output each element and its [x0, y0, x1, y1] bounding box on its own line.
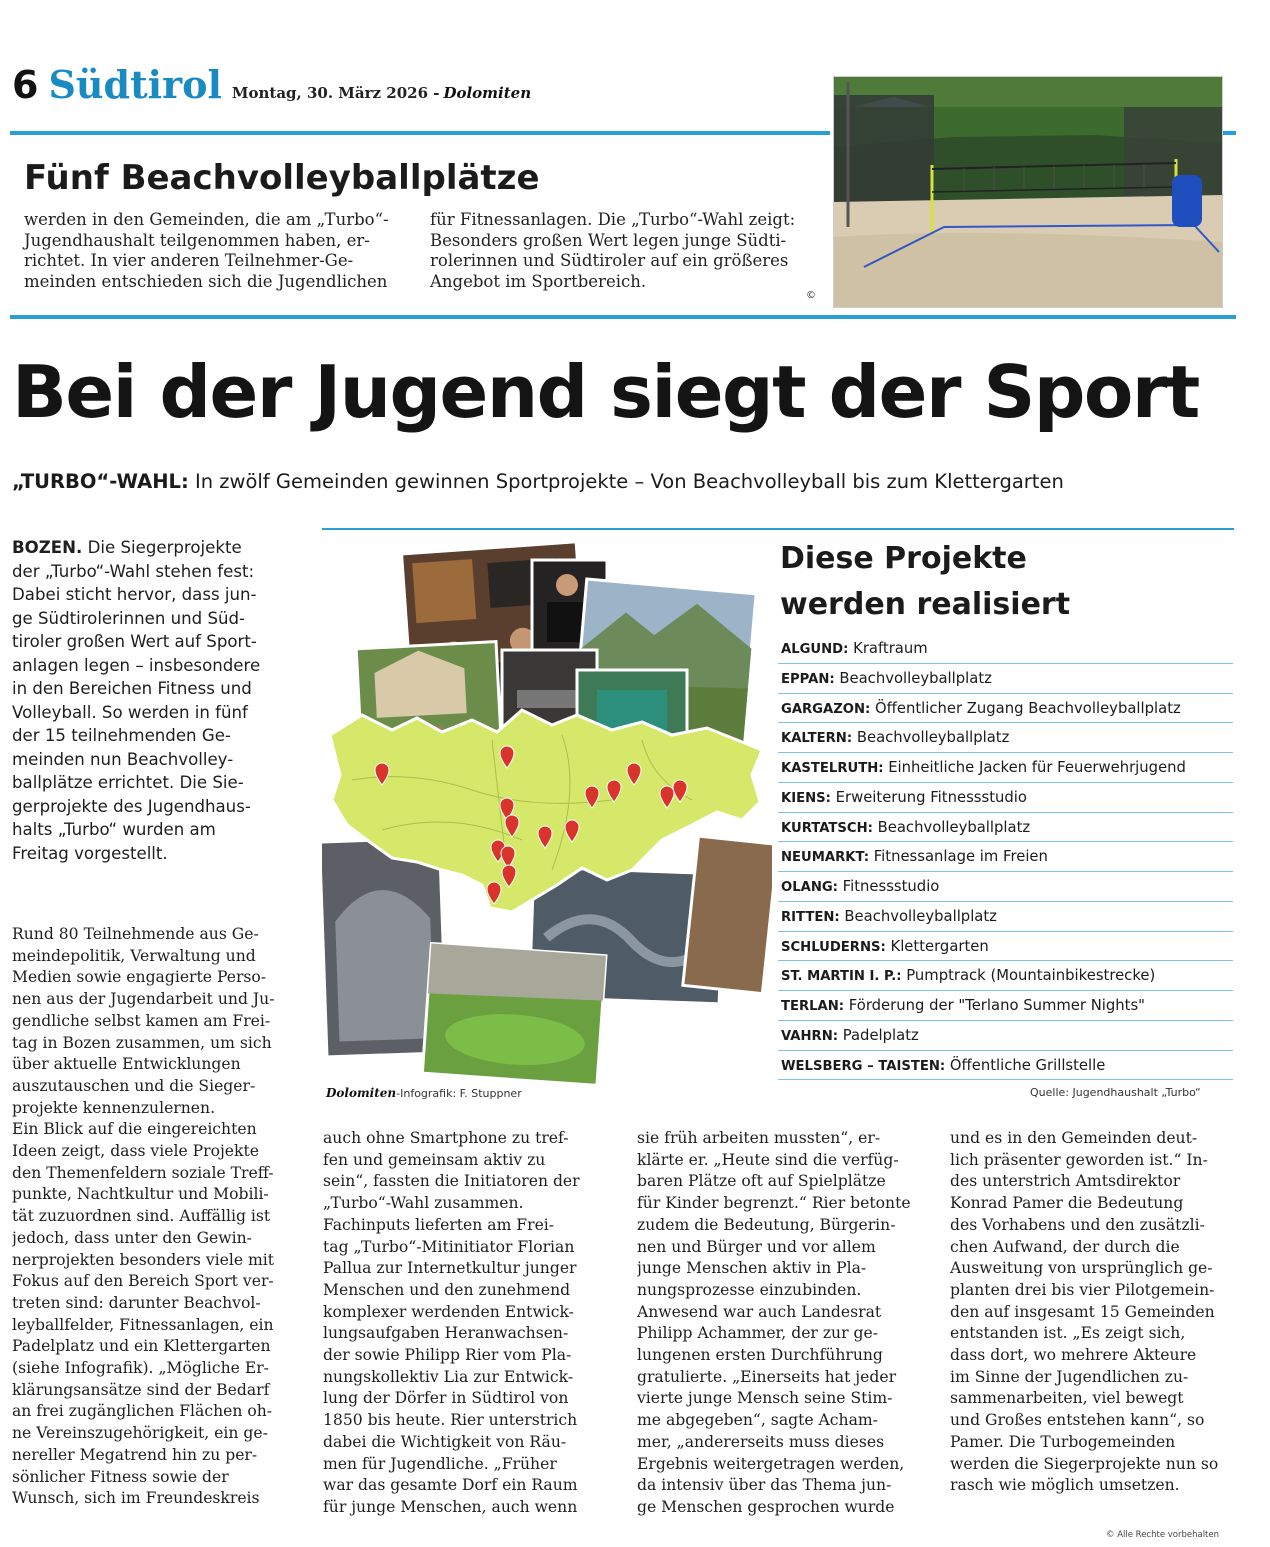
project-name: Einheitliche Jacken für Feuerwehrjugend	[883, 759, 1186, 776]
text-line: Menschen und den zunehmend	[323, 1280, 571, 1299]
text-line: nerprojekten besonders viele mit	[12, 1250, 275, 1269]
text-line: Ideen zeigt, dass viele Projekte	[12, 1142, 259, 1161]
teaser-rule	[10, 315, 1236, 319]
text-line: über aktuelle Entwicklungen	[12, 1055, 241, 1074]
project-municipality: VAHRN:	[781, 1028, 839, 1044]
text-line: der 15 teilnehmenden Ge-	[12, 726, 231, 745]
project-item	[778, 1021, 1233, 1051]
dateline: BOZEN.	[12, 538, 83, 557]
text-line: chen Aufwand, der durch die	[950, 1237, 1180, 1256]
project-name: Beachvolleyballplatz	[839, 907, 997, 925]
text-line: Dabei sticht hervor, dass jun-	[12, 585, 257, 604]
project-municipality: KALTERN:	[781, 731, 853, 747]
project-item	[778, 723, 1233, 753]
text-line: Fokus auf den Bereich Sport ver-	[12, 1272, 274, 1291]
project-municipality: ST. MARTIN I. P.:	[781, 969, 902, 985]
projects-title	[780, 536, 1070, 628]
project-item	[778, 664, 1233, 694]
copyright-note: © Alle Rechte vorbehalten	[1106, 1530, 1220, 1540]
text-line: ballplätze errichtet. Die Sie-	[12, 773, 244, 792]
article-column-2	[323, 1128, 610, 1519]
text-line: gerprojekte des Jugendhaus-	[12, 796, 251, 816]
lead-text: Die Siegerprojekte	[82, 538, 242, 557]
text-line: junge Menschen aktiv in Pla-	[637, 1259, 867, 1278]
text-line: nen und Bürger und vor allem	[637, 1237, 876, 1256]
text-line: rasch wie möglich umsetzen.	[950, 1476, 1180, 1495]
infographic-brand: Dolomiten	[326, 1086, 397, 1100]
project-name: Beachvolleyballplatz	[852, 729, 1010, 747]
text-line: nen aus der Jugendarbeit und Ju-	[12, 990, 275, 1009]
masthead	[12, 62, 531, 112]
infographic-credit-text: -Infografik: F. Stuppner	[396, 1087, 522, 1100]
text-line: Freitag vorgestellt.	[12, 843, 168, 863]
text-line: baren Plätze oft auf Spielplätze	[637, 1172, 886, 1191]
text-line: für junge Menschen, auch wenn	[323, 1497, 578, 1516]
project-name: Öffentliche Grillstelle	[945, 1056, 1106, 1074]
text-line: Pamer. Die Turbogemeinden	[950, 1432, 1176, 1451]
text-line: Konrad Pamer die Bedeutung	[950, 1194, 1184, 1213]
project-name: Fitnessanlage im Freien	[869, 848, 1048, 866]
text-line: werden die Siegerprojekte nun so	[950, 1454, 1219, 1473]
text-line: für Fitnessanlagen. Die „Turbo“-Wahl zeigt:	[430, 210, 796, 229]
text-line: entstanden ist. „Es zeigt sich,	[950, 1324, 1186, 1343]
text-line: da intensiv über das Thema jun-	[637, 1476, 892, 1495]
text-line: vierte junge Mensch seine Stim-	[637, 1389, 893, 1408]
project-name: Förderung der "Terlano Summer Nights"	[844, 997, 1145, 1014]
text-line: lung der Dörfer in Südtirol von	[323, 1389, 569, 1408]
teaser-column-1	[24, 210, 419, 293]
project-municipality: KASTELRUTH:	[781, 761, 884, 776]
text-line: und es in den Gemeinden deut-	[950, 1129, 1198, 1147]
text-line: und Großes entstehen kann“, so	[950, 1411, 1205, 1430]
text-line: 1850 bis heute. Rier unterstrich	[323, 1411, 578, 1430]
project-name: Padelplatz	[838, 1026, 919, 1044]
text-line: Jugendhaushalt teilgenommen haben, er-	[24, 230, 370, 250]
text-line: leyballfelder, Fitnessanlagen, ein	[12, 1315, 274, 1334]
project-municipality: NEUMARKT:	[781, 850, 870, 866]
text-line: (siehe Infografik). „Mögliche Er-	[12, 1359, 269, 1378]
project-item	[778, 932, 1233, 962]
text-line: fen und gemeinsam aktiv zu	[323, 1150, 546, 1169]
infographic-top-rule	[322, 528, 1234, 530]
text-line: Ausweitung von ursprünglich ge-	[950, 1259, 1213, 1278]
project-municipality: SCHLUDERNS:	[781, 939, 886, 955]
text-line: ne Vereinszugehörigkeit, ein ge-	[12, 1424, 268, 1443]
project-item	[778, 961, 1233, 991]
text-line: meinden entschieden sich die Jugendlichen	[24, 272, 388, 292]
project-municipality: ALGUND:	[781, 642, 849, 657]
project-municipality: GARGAZON:	[781, 701, 871, 717]
article-headline: Bei der Jugend siegt der Sport	[12, 350, 1199, 434]
text-line: „Turbo“-Wahl zusammen.	[323, 1194, 524, 1213]
section-name: Südtirol	[48, 62, 222, 107]
text-line: anlagen legen – insbesondere	[12, 655, 261, 675]
text-line: war das gesamte Dorf ein Raum	[323, 1476, 578, 1495]
text-line: Wunsch, sich im Freundeskreis	[12, 1489, 260, 1508]
project-item	[778, 872, 1233, 902]
text-line: der sowie Philipp Rier vom Pla-	[323, 1346, 572, 1365]
text-line: rolerinnen und Südtiroler auf ein größeres	[430, 251, 789, 271]
project-municipality: WELSBERG – TAISTEN:	[781, 1058, 946, 1074]
text-line: Besonders großen Wert legen junge Südti-	[430, 230, 787, 250]
text-line: planten drei bis vier Pilotgemein-	[950, 1280, 1215, 1299]
publication-logo: Dolomiten	[443, 84, 532, 102]
text-line: Padelplatz und ein Klettergarten	[12, 1337, 271, 1356]
projects-title-line-2: werden realisiert	[780, 587, 1071, 622]
text-line: des Vorhabens und den zusätzli-	[950, 1215, 1205, 1234]
text-line: lungenen ersten Durchführung	[637, 1346, 883, 1365]
photo-credit: ©	[806, 290, 816, 301]
text-line: mer, „andererseits muss dieses	[637, 1432, 885, 1451]
text-line: tät zuzuordnen sind. Auffällig ist	[12, 1207, 271, 1226]
project-municipality: KIENS:	[781, 790, 831, 806]
text-line: im Sinne der Jugendlichen zu-	[950, 1367, 1189, 1386]
project-item	[778, 1051, 1233, 1081]
text-line: für Kinder begrenzt.“ Rier betonte	[637, 1194, 911, 1213]
issue-date: Montag, 30. März 2026 -	[231, 84, 440, 102]
project-item	[778, 813, 1233, 843]
article-lead	[12, 536, 302, 865]
text-line: richtet. In vier anderen Teilnehmer-Ge-	[24, 251, 354, 271]
text-line: punkte, Nachtkultur und Mobili-	[12, 1185, 269, 1204]
text-line: halts „Turbo“ wurden am	[12, 820, 216, 839]
text-line: nungsprozesse einzubinden.	[637, 1280, 862, 1299]
project-item	[778, 842, 1233, 872]
article-column-4	[950, 1128, 1237, 1497]
project-item	[778, 694, 1233, 724]
text-line: des unterstrich Amtsdirektor	[950, 1172, 1181, 1191]
text-line: nungskollektiv Lia zur Entwick-	[323, 1367, 574, 1386]
text-line: treten sind: darunter Beachvol-	[12, 1293, 261, 1312]
project-name: Beachvolleyballplatz	[834, 669, 992, 687]
teaser-title: Fünf Beachvolleyballplätze	[24, 158, 540, 198]
text-line: den auf insgesamt 15 Gemeinden	[950, 1302, 1215, 1321]
teaser-column-2	[430, 210, 825, 293]
subheadline-text: In zwölf Gemeinden gewinnen Sportprojekte – Von Beachvolleyball bis zum Klettergarten	[194, 470, 1064, 493]
header-rule	[10, 131, 830, 135]
text-line: werden in den Gemeinden, die am „Turbo“-	[24, 210, 389, 229]
text-line: an frei zugänglichen Flächen oh-	[12, 1402, 273, 1421]
text-line: nereller Megatrend hin zu per-	[12, 1445, 258, 1464]
photo-tile-cafe	[683, 836, 772, 994]
project-municipality: OLANG:	[781, 880, 838, 895]
project-item	[778, 753, 1233, 783]
infographic-credit	[326, 1086, 522, 1100]
text-line: gratulierte. „Einerseits hat jeder	[637, 1367, 897, 1386]
text-line: Philipp Achammer, der zur ge-	[637, 1324, 878, 1343]
project-item	[778, 783, 1233, 813]
text-line: projekte kennenzulernen.	[12, 1098, 216, 1117]
projects-list	[778, 634, 1233, 1080]
text-line: Anwesend war auch Landesrat	[637, 1302, 882, 1321]
project-item	[778, 991, 1233, 1021]
text-line: Ergebnis weitergetragen werden,	[637, 1454, 905, 1473]
text-line: tag „Turbo“-Mitinitiator Florian	[323, 1237, 575, 1256]
text-line: auch ohne Smartphone zu tref-	[323, 1129, 569, 1147]
text-line: den Themenfeldern soziale Treff-	[12, 1163, 274, 1182]
text-line: zudem die Bedeutung, Bürgerin-	[637, 1215, 896, 1234]
text-line: in den Bereichen Fitness und	[12, 679, 252, 698]
article-subheadline	[12, 470, 1064, 493]
text-line: meinden nun Beachvolley-	[12, 749, 234, 769]
text-line: dabei die Wichtigkeit von Räu-	[323, 1432, 567, 1451]
project-municipality: RITTEN:	[781, 909, 840, 925]
text-line: jedoch, dass unter den Gewin-	[12, 1228, 252, 1247]
projects-source: Quelle: Jugendhaushalt „Turbo“	[1030, 1086, 1201, 1099]
text-line: sammenarbeiten, viel bewegt	[950, 1389, 1184, 1408]
text-line: dass dort, wo mehrere Akteure	[950, 1346, 1197, 1365]
text-line: lungsaufgaben Heranwachsen-	[323, 1324, 569, 1343]
text-line: meindepolitik, Verwaltung und	[12, 946, 256, 965]
text-line: Angebot im Sportbereich.	[430, 272, 647, 292]
project-item	[778, 902, 1233, 932]
text-line: men für Jugendliche. „Früher	[323, 1454, 557, 1473]
text-line: sie früh arbeiten mussten“, er-	[637, 1129, 881, 1147]
text-line: sönlicher Fitness sowie der	[12, 1467, 229, 1486]
subheadline-kicker: „TURBO“-WAHL:	[12, 470, 189, 493]
text-line	[12, 536, 302, 560]
text-line: Ein Blick auf die eingereichten	[12, 1120, 257, 1139]
project-municipality: KURTATSCH:	[781, 820, 873, 836]
text-line: klärte er. „Heute sind die verfüg-	[637, 1150, 899, 1169]
project-name: Beachvolleyballplatz	[872, 818, 1031, 836]
text-line: ge Südtirolerinnen und Süd-	[12, 608, 246, 628]
text-line: komplexer werdenden Entwick-	[323, 1302, 574, 1321]
infographic-collage	[322, 540, 772, 1085]
projects-title-line-1: Diese Projekte	[780, 541, 1027, 576]
text-line: gendliche selbst kamen am Frei-	[12, 1011, 271, 1030]
text-line: Fachinputs lieferten am Frei-	[323, 1215, 555, 1234]
text-line: ge Menschen gesprochen wurde	[637, 1497, 895, 1516]
article-column-3	[637, 1128, 924, 1519]
text-line: Rund 80 Teilnehmende aus Ge-	[12, 925, 259, 943]
text-line: tiroler großen Wert auf Sport-	[12, 632, 257, 651]
beach-volleyball-photo	[833, 76, 1223, 308]
project-name: Kraftraum	[848, 640, 928, 657]
header-rule-right	[1222, 131, 1236, 135]
text-line: klärungsansätze sind der Bedarf	[12, 1380, 270, 1399]
text-line: der „Turbo“-Wahl stehen fest:	[12, 561, 255, 581]
project-name: Klettergarten	[885, 937, 989, 955]
project-item	[778, 634, 1233, 664]
article-column-1	[12, 924, 299, 1510]
project-name: Pumptrack (Mountainbikestrecke)	[901, 967, 1156, 985]
text-line: tag in Bozen zusammen, um sich	[12, 1033, 272, 1052]
project-name: Fitnessstudio	[837, 878, 940, 895]
project-municipality: EPPAN:	[781, 671, 835, 687]
page-number: 6	[12, 63, 39, 107]
text-line: Volleyball. So werden in fünf	[12, 702, 248, 722]
text-line: Medien sowie engagierte Perso-	[12, 968, 267, 987]
text-line: auszutauschen und die Sieger-	[12, 1076, 256, 1095]
text-line: lich präsenter geworden ist.“ In-	[950, 1150, 1208, 1169]
project-name: Erweiterung Fitnessstudio	[830, 788, 1027, 806]
project-name: Öffentlicher Zugang Beachvolleyballplatz	[870, 699, 1181, 717]
text-line: Pallua zur Internetkultur junger	[323, 1259, 577, 1278]
project-municipality: TERLAN:	[781, 999, 845, 1014]
text-line: me abgegeben“, sagte Acham-	[637, 1411, 878, 1430]
photo-tile-sportsfield	[422, 944, 606, 1085]
text-line: sein“, fassten die Initiatoren der	[323, 1172, 580, 1191]
